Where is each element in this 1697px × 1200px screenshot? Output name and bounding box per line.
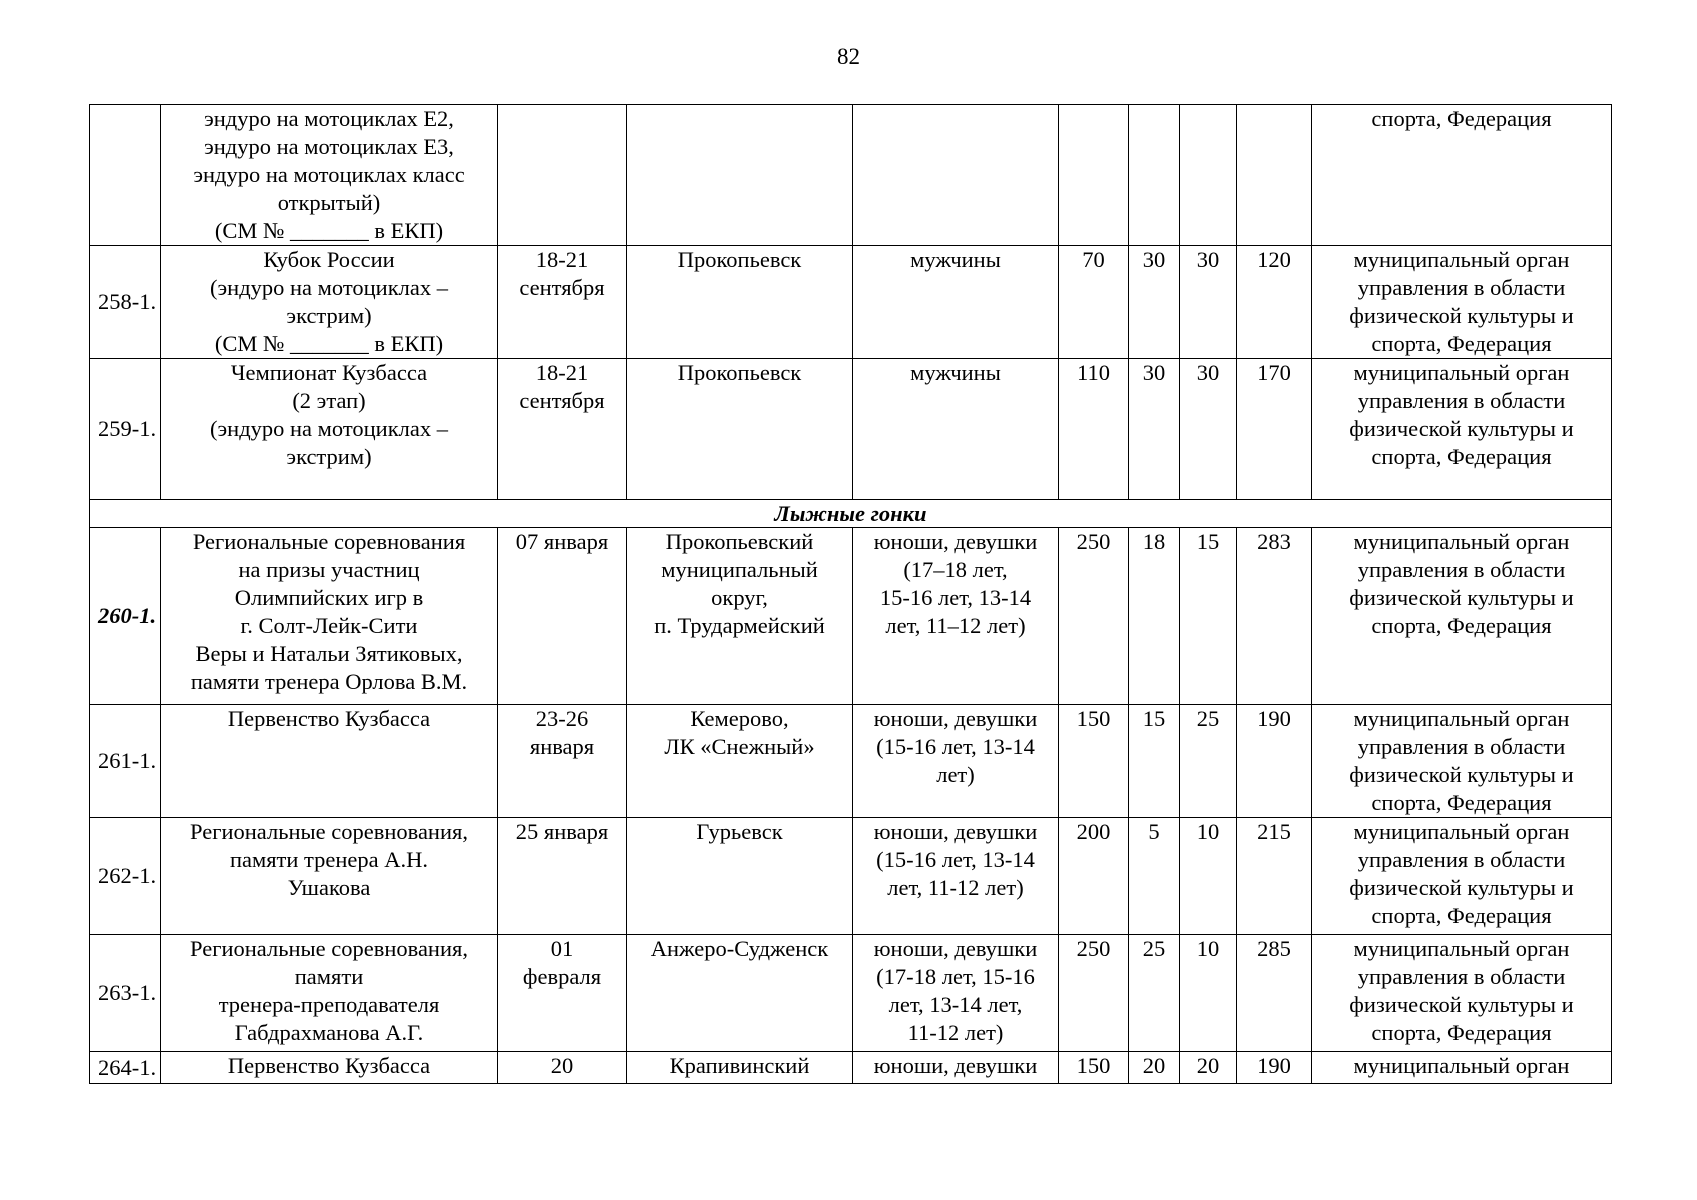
organizer-line: спорта, Федерация xyxy=(1371,1020,1552,1045)
row-number: 259-1. xyxy=(90,359,161,500)
event-participants-line: юноши, девушки xyxy=(873,819,1038,844)
organizer-line: спорта, Федерация xyxy=(1371,331,1552,356)
event-name-line: Габдрахманова А.Г. xyxy=(234,1020,424,1045)
event-name-line: Чемпионат Кузбасса xyxy=(230,360,428,385)
organizer-line: физической культуры и xyxy=(1349,416,1574,441)
event-participants-line: юноши, девушки xyxy=(873,529,1038,554)
event-name xyxy=(161,818,498,935)
organizer-line: спорта, Федерация xyxy=(1371,106,1552,131)
count-2: 18 xyxy=(1129,528,1180,705)
row-number: 260-1. xyxy=(90,528,161,705)
event-name-line: Кубок России xyxy=(263,247,395,272)
event-name xyxy=(161,705,498,818)
count-total: 215 xyxy=(1237,818,1312,935)
table-row xyxy=(90,1052,1612,1084)
count-1: 250 xyxy=(1059,935,1129,1052)
row-number: 261-1. xyxy=(90,705,161,818)
table-row xyxy=(90,818,1612,935)
event-place-line: Крапивинский xyxy=(669,1053,810,1078)
organizer xyxy=(1312,105,1612,246)
event-dates-line: февраля xyxy=(522,964,602,989)
row-number: 258-1. xyxy=(90,246,161,359)
event-dates xyxy=(498,246,627,359)
event-name-line: эндуро на мотоциклах Е3, xyxy=(204,134,454,159)
page-number: 82 xyxy=(837,44,860,69)
count-1 xyxy=(1059,105,1129,246)
event-name-line: Региональные соревнования, xyxy=(190,936,468,961)
event-name-line: Первенство Кузбасса xyxy=(227,1053,431,1078)
count-2: 20 xyxy=(1129,1052,1180,1084)
event-dates-line: 23-26 xyxy=(535,706,589,731)
organizer-line: спорта, Федерация xyxy=(1371,444,1552,469)
event-name-line: эндуро на мотоциклах класс xyxy=(193,162,465,187)
event-place xyxy=(627,246,853,359)
count-3: 25 xyxy=(1180,705,1237,818)
event-dates-line: 01 xyxy=(550,936,574,961)
event-name-line: экстрим) xyxy=(286,444,372,469)
event-place-line: муниципальный xyxy=(661,557,818,582)
organizer-line: спорта, Федерация xyxy=(1371,613,1552,638)
table-body-before-section xyxy=(90,105,1612,500)
section-title: Лыжные гонки xyxy=(90,500,1612,528)
organizer-line: управления в области xyxy=(1357,388,1566,413)
event-place-line: Анжеро-Судженск xyxy=(650,936,829,961)
event-dates-line: 20 xyxy=(550,1053,574,1078)
event-name-line: (эндуро на мотоциклах – xyxy=(210,275,448,300)
event-name-line: экстрим) xyxy=(286,303,372,328)
row-number: 262-1. xyxy=(90,818,161,935)
count-1: 150 xyxy=(1059,1052,1129,1084)
event-dates-line: сентября xyxy=(519,388,605,413)
count-1: 200 xyxy=(1059,818,1129,935)
organizer-line: спорта, Федерация xyxy=(1371,903,1552,928)
event-participants-line: юноши, девушки xyxy=(873,936,1038,961)
event-name xyxy=(161,105,498,246)
event-name-line: памяти тренера А.Н. xyxy=(229,847,429,872)
organizer-line: муниципальный орган xyxy=(1353,819,1570,844)
table-row xyxy=(90,105,1612,246)
count-total: 190 xyxy=(1237,1052,1312,1084)
table-row xyxy=(90,528,1612,705)
count-3: 15 xyxy=(1180,528,1237,705)
count-total: 283 xyxy=(1237,528,1312,705)
event-place xyxy=(627,818,853,935)
event-participants-line: (17–18 лет, xyxy=(903,557,1008,582)
count-2 xyxy=(1129,105,1180,246)
event-dates-line: 25 января xyxy=(515,819,609,844)
organizer-line: муниципальный орган xyxy=(1353,1053,1570,1078)
event-name-line: тренера-преподавателя xyxy=(218,992,440,1017)
event-participants-line: лет, 13-14 лет, xyxy=(888,992,1023,1017)
events-table xyxy=(89,104,1612,1084)
organizer xyxy=(1312,246,1612,359)
event-name-line: памяти xyxy=(294,964,364,989)
event-participants xyxy=(853,359,1059,500)
table-row xyxy=(90,935,1612,1052)
event-name-line: Региональные соревнования xyxy=(192,529,466,554)
organizer xyxy=(1312,528,1612,705)
section-header-body xyxy=(90,500,1612,528)
table-row xyxy=(90,359,1612,500)
event-place-line: округ, xyxy=(711,585,768,610)
event-name-line: г. Солт-Лейк-Сити xyxy=(240,613,418,638)
event-place-line: Прокопьевск xyxy=(677,247,802,272)
organizer-line: физической культуры и xyxy=(1349,585,1574,610)
organizer-line: физической культуры и xyxy=(1349,303,1574,328)
count-total: 170 xyxy=(1237,359,1312,500)
organizer xyxy=(1312,935,1612,1052)
organizer-line: физической культуры и xyxy=(1349,762,1574,787)
organizer xyxy=(1312,1052,1612,1084)
event-dates-line: 18-21 xyxy=(535,360,589,385)
count-total: 120 xyxy=(1237,246,1312,359)
count-2: 30 xyxy=(1129,359,1180,500)
table-row xyxy=(90,705,1612,818)
event-place-line: п. Трудармейский xyxy=(654,613,825,638)
event-name-line: (СМ № _______ в ЕКП) xyxy=(214,218,444,243)
count-1: 150 xyxy=(1059,705,1129,818)
event-participants-line: (17-18 лет, 15-16 xyxy=(876,964,1035,989)
event-name-line: эндуро на мотоциклах Е2, xyxy=(204,106,454,131)
event-participants xyxy=(853,528,1059,705)
organizer-line: спорта, Федерация xyxy=(1371,790,1552,815)
event-participants xyxy=(853,1052,1059,1084)
event-name xyxy=(161,1052,498,1084)
event-name-line: на призы участниц xyxy=(238,557,420,582)
event-dates xyxy=(498,528,627,705)
event-participants-line: юноши, девушки xyxy=(873,706,1038,731)
event-dates xyxy=(498,818,627,935)
count-3 xyxy=(1180,105,1237,246)
event-name xyxy=(161,528,498,705)
row-number: 263-1. xyxy=(90,935,161,1052)
count-total: 285 xyxy=(1237,935,1312,1052)
event-place xyxy=(627,1052,853,1084)
event-place xyxy=(627,935,853,1052)
event-name-line: Ушакова xyxy=(287,875,371,900)
count-3: 10 xyxy=(1180,935,1237,1052)
table-body-after-section xyxy=(90,528,1612,1084)
event-place xyxy=(627,105,853,246)
table-row xyxy=(90,246,1612,359)
count-2: 5 xyxy=(1129,818,1180,935)
event-participants-line: (15-16 лет, 13-14 xyxy=(876,847,1035,872)
organizer-line: муниципальный орган xyxy=(1353,247,1570,272)
event-place-line: Кемерово, xyxy=(690,706,789,731)
event-name-line: Олимпийских игр в xyxy=(234,585,424,610)
event-participants-line: лет, 11–12 лет) xyxy=(885,613,1026,638)
count-1: 250 xyxy=(1059,528,1129,705)
event-participants-line: 11-12 лет) xyxy=(907,1020,1004,1045)
event-dates xyxy=(498,105,627,246)
organizer-line: управления в области xyxy=(1357,847,1566,872)
event-participants xyxy=(853,246,1059,359)
count-total xyxy=(1237,105,1312,246)
section-header-row xyxy=(90,500,1612,528)
organizer-line: муниципальный орган xyxy=(1353,529,1570,554)
event-participants-line: мужчины xyxy=(910,360,1001,385)
event-participants xyxy=(853,818,1059,935)
count-3: 30 xyxy=(1180,246,1237,359)
event-dates xyxy=(498,359,627,500)
event-participants-line: юноши, девушки xyxy=(873,1053,1038,1078)
event-name-line: памяти тренера Орлова В.М. xyxy=(190,669,468,694)
event-place xyxy=(627,705,853,818)
count-3: 20 xyxy=(1180,1052,1237,1084)
event-dates-line: сентября xyxy=(519,275,605,300)
event-name-line: (2 этап) xyxy=(292,388,366,413)
event-place-line: Прокопьевск xyxy=(677,360,802,385)
organizer-line: управления в области xyxy=(1357,734,1566,759)
event-name-line: Первенство Кузбасса xyxy=(227,706,431,731)
count-1: 110 xyxy=(1059,359,1129,500)
count-2: 25 xyxy=(1129,935,1180,1052)
organizer-line: физической культуры и xyxy=(1349,992,1574,1017)
event-participants-line: лет, 11-12 лет) xyxy=(887,875,1024,900)
organizer xyxy=(1312,359,1612,500)
event-name-line: (СМ № _______ в ЕКП) xyxy=(214,331,444,356)
event-participants xyxy=(853,705,1059,818)
event-name-line: Региональные соревнования, xyxy=(190,819,468,844)
event-dates xyxy=(498,705,627,818)
organizer-line: управления в области xyxy=(1357,275,1566,300)
event-participants-line: лет) xyxy=(936,762,975,787)
event-place xyxy=(627,528,853,705)
event-participants-line: (15-16 лет, 13-14 xyxy=(876,734,1035,759)
organizer-line: муниципальный орган xyxy=(1353,360,1570,385)
organizer xyxy=(1312,818,1612,935)
event-participants xyxy=(853,935,1059,1052)
count-2: 30 xyxy=(1129,246,1180,359)
event-participants-line: 15-16 лет, 13-14 xyxy=(879,585,1032,610)
count-3: 30 xyxy=(1180,359,1237,500)
organizer-line: муниципальный орган xyxy=(1353,936,1570,961)
event-name-line: открытый) xyxy=(277,190,381,215)
event-dates-line: января xyxy=(529,734,595,759)
event-place-line: Гурьевск xyxy=(696,819,783,844)
event-name-line: (эндуро на мотоциклах – xyxy=(210,416,448,441)
event-name xyxy=(161,246,498,359)
count-total: 190 xyxy=(1237,705,1312,818)
organizer-line: управления в области xyxy=(1357,964,1566,989)
organizer-line: физической культуры и xyxy=(1349,875,1574,900)
count-2: 15 xyxy=(1129,705,1180,818)
event-place xyxy=(627,359,853,500)
event-place-line: ЛК «Снежный» xyxy=(664,734,815,759)
event-dates xyxy=(498,935,627,1052)
row-number xyxy=(90,105,161,246)
organizer-line: муниципальный орган xyxy=(1353,706,1570,731)
event-participants-line: мужчины xyxy=(910,247,1001,272)
event-dates-line: 18-21 xyxy=(535,247,589,272)
row-number: 264-1. xyxy=(90,1052,161,1084)
count-3: 10 xyxy=(1180,818,1237,935)
event-dates xyxy=(498,1052,627,1084)
event-participants xyxy=(853,105,1059,246)
organizer xyxy=(1312,705,1612,818)
event-name xyxy=(161,359,498,500)
organizer-line: управления в области xyxy=(1357,557,1566,582)
event-name xyxy=(161,935,498,1052)
event-dates-line: 07 января xyxy=(515,529,609,554)
event-place-line: Прокопьевский xyxy=(665,529,814,554)
event-name-line: Веры и Натальи Зятиковых, xyxy=(195,641,463,666)
count-1: 70 xyxy=(1059,246,1129,359)
